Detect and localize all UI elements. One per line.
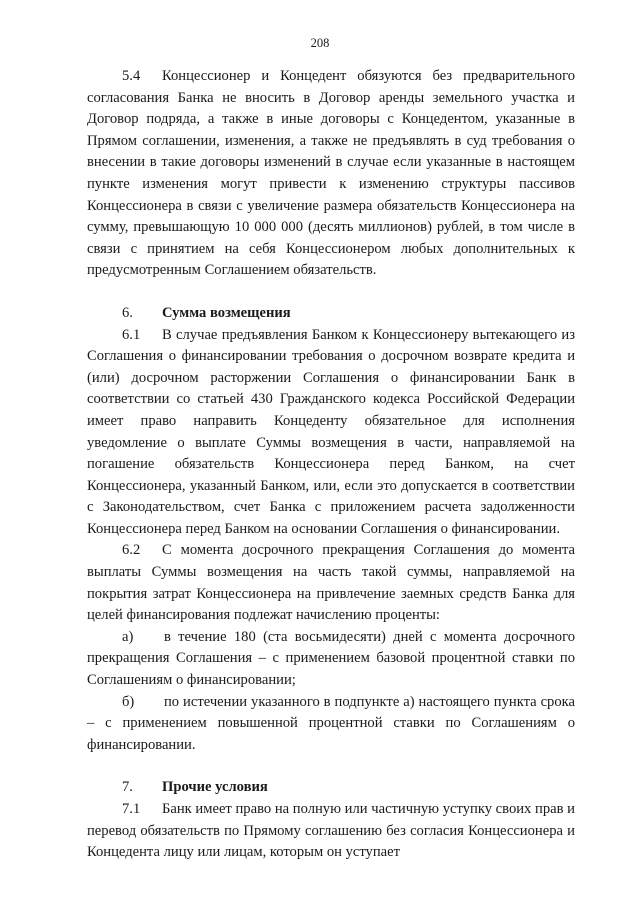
subparagraph-b	[87, 692, 575, 757]
paragraph-text: С момента досрочного прекращения Соглашения до момента выплаты Суммы возмещения на часть такой суммы, направляемой на покрытия затрат Концессионера на привлечение заемных средств Банка для целей финансирования подлежат начислению проценты:	[87, 542, 575, 624]
paragraph-6-1	[87, 325, 575, 541]
paragraph-text: Банк имеет право на полную или частичную уступку своих прав и перевод обязательств по Прямому соглашению без согласия Концессионера и Концедента лицу или лицам, которым он уступает	[87, 801, 575, 861]
section-title: Прочие условия	[162, 779, 268, 796]
paragraph-number: 5.4	[122, 68, 141, 84]
section-number: 6.	[122, 304, 133, 321]
paragraph-text: Концессионер и Концедент обязуются без предварительного согласования Банка не вносить в Договор аренды земельного участка и Договор подряда, а также в иные договоры с Концедентом, указанные в Прямом соглашении, изменения, а также не предъявлять в суд требования о внесении в такие договоры изменений в случае если указанные в настоящем пункте изменения могут привести к изменению структуры пассивов Концессионера в связи с увеличение размера обязательств Концессионера на сумму, превышающую 10 000 000 (десять миллионов) рублей, в том числе в связи с принятием на себя Концессионером любых дополнительных к предусмотренным Соглашением обязательств.	[87, 68, 575, 279]
page-number: 208	[310, 36, 330, 50]
paragraph-7-1	[87, 799, 575, 864]
paragraph-6-2	[87, 540, 575, 626]
document-body	[87, 66, 575, 864]
paragraph-number: 6.1	[122, 326, 141, 343]
subparagraph-letter: б)	[122, 693, 135, 710]
section-heading-6	[87, 303, 575, 325]
section-heading-7	[87, 777, 575, 799]
paragraph-number: 7.1	[122, 801, 141, 817]
section-title: Сумма возмещения	[162, 304, 291, 321]
paragraph-5-4	[87, 66, 575, 282]
subparagraph-a	[87, 627, 575, 692]
paragraph-text: в течение 180 (ста восьмидесяти) дней с момента досрочного прекращения Соглашения – с применением базовой процентной ставки по Соглашениям о финансировании;	[87, 628, 575, 689]
paragraph-text: В случае предъявления Банком к Концессионеру вытекающего из Соглашения о финансировании требования о досрочном возврате кредита и (или) досрочном расторжении Соглашения о финансировании Банк в соответствии со статьей 430 Гражданского кодекса Российской Федерации имеет право направить Концеденту обязательное для исполнения уведомление о выплате Суммы возмещения в части, направляемой на погашение обязательств Концессионера перед Банком, на счет Концессионера, указанный Банком, или, если это допускается в соответствии с Законодательством, счет Банка с приложением расчета задолженности Концессионера перед Банком на основании Соглашения о финансировании.	[87, 326, 575, 537]
section-number: 7.	[122, 779, 133, 796]
subparagraph-letter: а)	[122, 628, 134, 645]
paragraph-number: 6.2	[122, 542, 141, 559]
paragraph-text: по истечении указанного в подпункте а) настоящего пункта срока – с применением повышенной процентной ставки по Соглашениям о финансировании.	[87, 693, 575, 753]
